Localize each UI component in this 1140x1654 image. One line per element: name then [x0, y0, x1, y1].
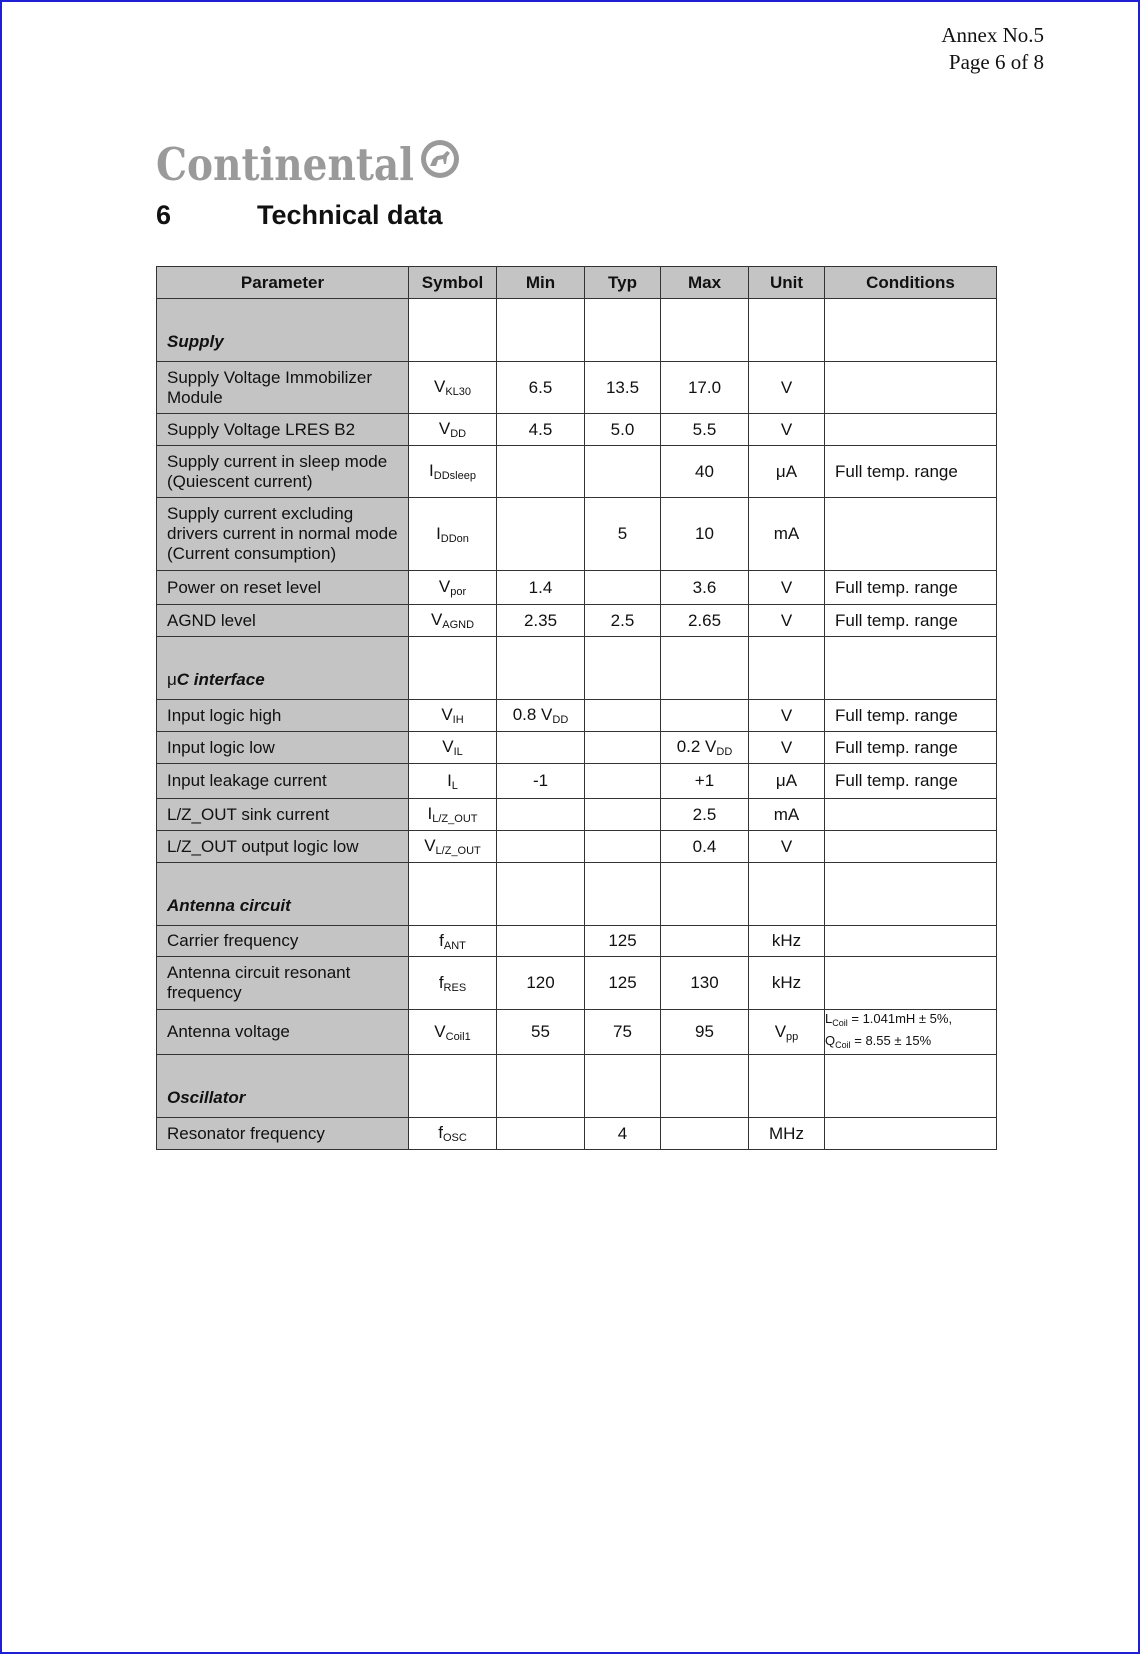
col-parameter: Parameter	[157, 267, 409, 299]
conditions-cell	[825, 362, 997, 414]
min-cell: 55	[497, 1010, 585, 1055]
param-cell: Supply Voltage Immobilizer Module	[157, 362, 409, 414]
group-label: μC interface	[157, 637, 409, 700]
conditions-cell	[825, 831, 997, 863]
symbol-cell: $V_{L/Z\_OUT}$	[409, 831, 497, 863]
typ-cell: 5.0	[585, 414, 661, 446]
symbol-cell: $I_{L/Z\_OUT}$	[409, 799, 497, 831]
col-typ: Typ	[585, 267, 661, 299]
table-row	[157, 446, 997, 498]
col-conditions: Conditions	[825, 267, 997, 299]
conditions-cell: Full temp. range	[825, 764, 997, 799]
table-row	[157, 799, 997, 831]
conditions-cell	[825, 1118, 997, 1150]
unit-cell: V	[749, 571, 825, 605]
table-row	[157, 926, 997, 957]
max-cell: 17.0	[661, 362, 749, 414]
min-cell	[497, 799, 585, 831]
param-cell: Input logic high	[157, 700, 409, 732]
symbol-cell: $V_{AGND}$	[409, 605, 497, 637]
conditions-cell	[825, 799, 997, 831]
typ-cell	[585, 799, 661, 831]
col-unit: Unit	[749, 267, 825, 299]
typ-cell: 125	[585, 957, 661, 1010]
symbol-cell: $f_{ANT}$	[409, 926, 497, 957]
param-cell: L/Z_OUT output logic low	[157, 831, 409, 863]
conditions-cell: Full temp. range	[825, 571, 997, 605]
typ-cell	[585, 446, 661, 498]
col-symbol: Symbol	[409, 267, 497, 299]
typ-cell: 2.5	[585, 605, 661, 637]
min-cell: 6.5	[497, 362, 585, 414]
param-cell: Supply current excluding drivers current in normal mode (Current consumption)	[157, 498, 409, 571]
typ-cell: 125	[585, 926, 661, 957]
table-row	[157, 700, 997, 732]
param-cell: Resonator frequency	[157, 1118, 409, 1150]
unit-cell: μA	[749, 446, 825, 498]
typ-cell: 4	[585, 1118, 661, 1150]
table-header-row	[157, 267, 997, 299]
table-row	[157, 571, 997, 605]
symbol-cell: $V_{IH}$	[409, 700, 497, 732]
min-cell	[497, 1118, 585, 1150]
unit-cell: kHz	[749, 926, 825, 957]
symbol-cell: $V_{IL}$	[409, 732, 497, 764]
typ-cell: 75	[585, 1010, 661, 1055]
max-cell	[661, 700, 749, 732]
max-cell: 10	[661, 498, 749, 571]
unit-cell: V	[749, 414, 825, 446]
typ-cell	[585, 732, 661, 764]
group-row-oscillator	[157, 1055, 997, 1118]
table-row	[157, 498, 997, 571]
conditions-cell	[825, 414, 997, 446]
group-row-antenna-circuit	[157, 863, 997, 926]
typ-cell: 5	[585, 498, 661, 571]
max-cell: 3.6	[661, 571, 749, 605]
typ-cell: 13.5	[585, 362, 661, 414]
min-cell	[497, 446, 585, 498]
logo-wordmark: Continental	[156, 138, 414, 188]
horse-emblem-icon	[421, 140, 459, 178]
page-number: Page 6 of 8	[948, 50, 1044, 74]
table-row	[157, 1010, 997, 1055]
table-row	[157, 1118, 997, 1150]
min-cell: 2.35	[497, 605, 585, 637]
table-row	[157, 605, 997, 637]
conditions-cell	[825, 498, 997, 571]
max-cell: 0.2 $V_{DD}$	[661, 732, 749, 764]
max-cell: +1	[661, 764, 749, 799]
conditions-cell	[825, 926, 997, 957]
min-cell	[497, 926, 585, 957]
max-cell	[661, 1118, 749, 1150]
unit-cell: μA	[749, 764, 825, 799]
param-cell: Carrier frequency	[157, 926, 409, 957]
col-max: Max	[661, 267, 749, 299]
symbol-cell: $I_L$	[409, 764, 497, 799]
max-cell: 130	[661, 957, 749, 1010]
max-cell: 40	[661, 446, 749, 498]
symbol-cell: $V_{DD}$	[409, 414, 497, 446]
conditions-cell	[825, 957, 997, 1010]
group-label: Oscillator	[157, 1055, 409, 1118]
symbol-cell: $I_{DDsleep}$	[409, 446, 497, 498]
table-row	[157, 764, 997, 799]
max-cell: 0.4	[661, 831, 749, 863]
conditions-cell: Full temp. range	[825, 446, 997, 498]
max-cell: 5.5	[661, 414, 749, 446]
param-cell: AGND level	[157, 605, 409, 637]
conditions-cell	[825, 1010, 997, 1055]
unit-cell: kHz	[749, 957, 825, 1010]
min-cell: 4.5	[497, 414, 585, 446]
symbol-cell: $f_{RES}$	[409, 957, 497, 1010]
section-heading	[156, 200, 443, 231]
min-cell: 1.4	[497, 571, 585, 605]
coil-inductance-condition: $L_{Coil} = 1.041mH \pm 5\%$,	[825, 1011, 953, 1028]
symbol-cell: $V_{KL30}$	[409, 362, 497, 414]
group-row-uc-interface	[157, 637, 997, 700]
min-cell: 0.8 $V_{DD}$	[497, 700, 585, 732]
continental-logo	[156, 138, 462, 188]
conditions-cell: Full temp. range	[825, 732, 997, 764]
unit-cell: V	[749, 732, 825, 764]
unit-cell: $V_{pp}$	[749, 1010, 825, 1055]
coil-quality-condition: $Q_{Coil} = 8.55 \pm 15\%$	[825, 1033, 932, 1050]
max-cell: 2.65	[661, 605, 749, 637]
typ-cell	[585, 700, 661, 732]
unit-cell: MHz	[749, 1118, 825, 1150]
table-row	[157, 831, 997, 863]
max-cell	[661, 926, 749, 957]
param-cell: Supply Voltage LRES B2	[157, 414, 409, 446]
symbol-cell: $V_{por}$	[409, 571, 497, 605]
group-label: Supply	[157, 299, 409, 362]
param-cell: Antenna circuit resonant frequency	[157, 957, 409, 1010]
group-row-supply	[157, 299, 997, 362]
param-cell: Supply current in sleep mode (Quiescent current)	[157, 446, 409, 498]
conditions-cell: Full temp. range	[825, 605, 997, 637]
min-cell: 120	[497, 957, 585, 1010]
min-cell	[497, 732, 585, 764]
table-row	[157, 362, 997, 414]
max-cell: 2.5	[661, 799, 749, 831]
unit-cell: V	[749, 831, 825, 863]
annex-label: Annex No.5	[941, 23, 1044, 47]
param-cell: Input leakage current	[157, 764, 409, 799]
unit-cell: mA	[749, 799, 825, 831]
table-row	[157, 414, 997, 446]
col-min: Min	[497, 267, 585, 299]
symbol-cell: $V_{Coil1}$	[409, 1010, 497, 1055]
section-title: Technical data	[257, 200, 443, 230]
min-cell: -1	[497, 764, 585, 799]
unit-cell: V	[749, 700, 825, 732]
technical-data-table	[156, 266, 997, 1150]
typ-cell	[585, 571, 661, 605]
param-cell: Antenna voltage	[157, 1010, 409, 1055]
param-cell: Input logic low	[157, 732, 409, 764]
symbol-cell: $f_{OSC}$	[409, 1118, 497, 1150]
symbol-cell: $I_{DDon}$	[409, 498, 497, 571]
unit-cell: mA	[749, 498, 825, 571]
page-header	[941, 22, 1044, 76]
unit-cell: V	[749, 605, 825, 637]
unit-cell: V	[749, 362, 825, 414]
group-label: Antenna circuit	[157, 863, 409, 926]
section-number: 6	[156, 200, 172, 230]
min-cell	[497, 831, 585, 863]
typ-cell	[585, 831, 661, 863]
max-cell: 95	[661, 1010, 749, 1055]
typ-cell	[585, 764, 661, 799]
param-cell: L/Z_OUT sink current	[157, 799, 409, 831]
param-cell: Power on reset level	[157, 571, 409, 605]
table-row	[157, 732, 997, 764]
conditions-cell: Full temp. range	[825, 700, 997, 732]
table-row	[157, 957, 997, 1010]
min-cell	[497, 498, 585, 571]
